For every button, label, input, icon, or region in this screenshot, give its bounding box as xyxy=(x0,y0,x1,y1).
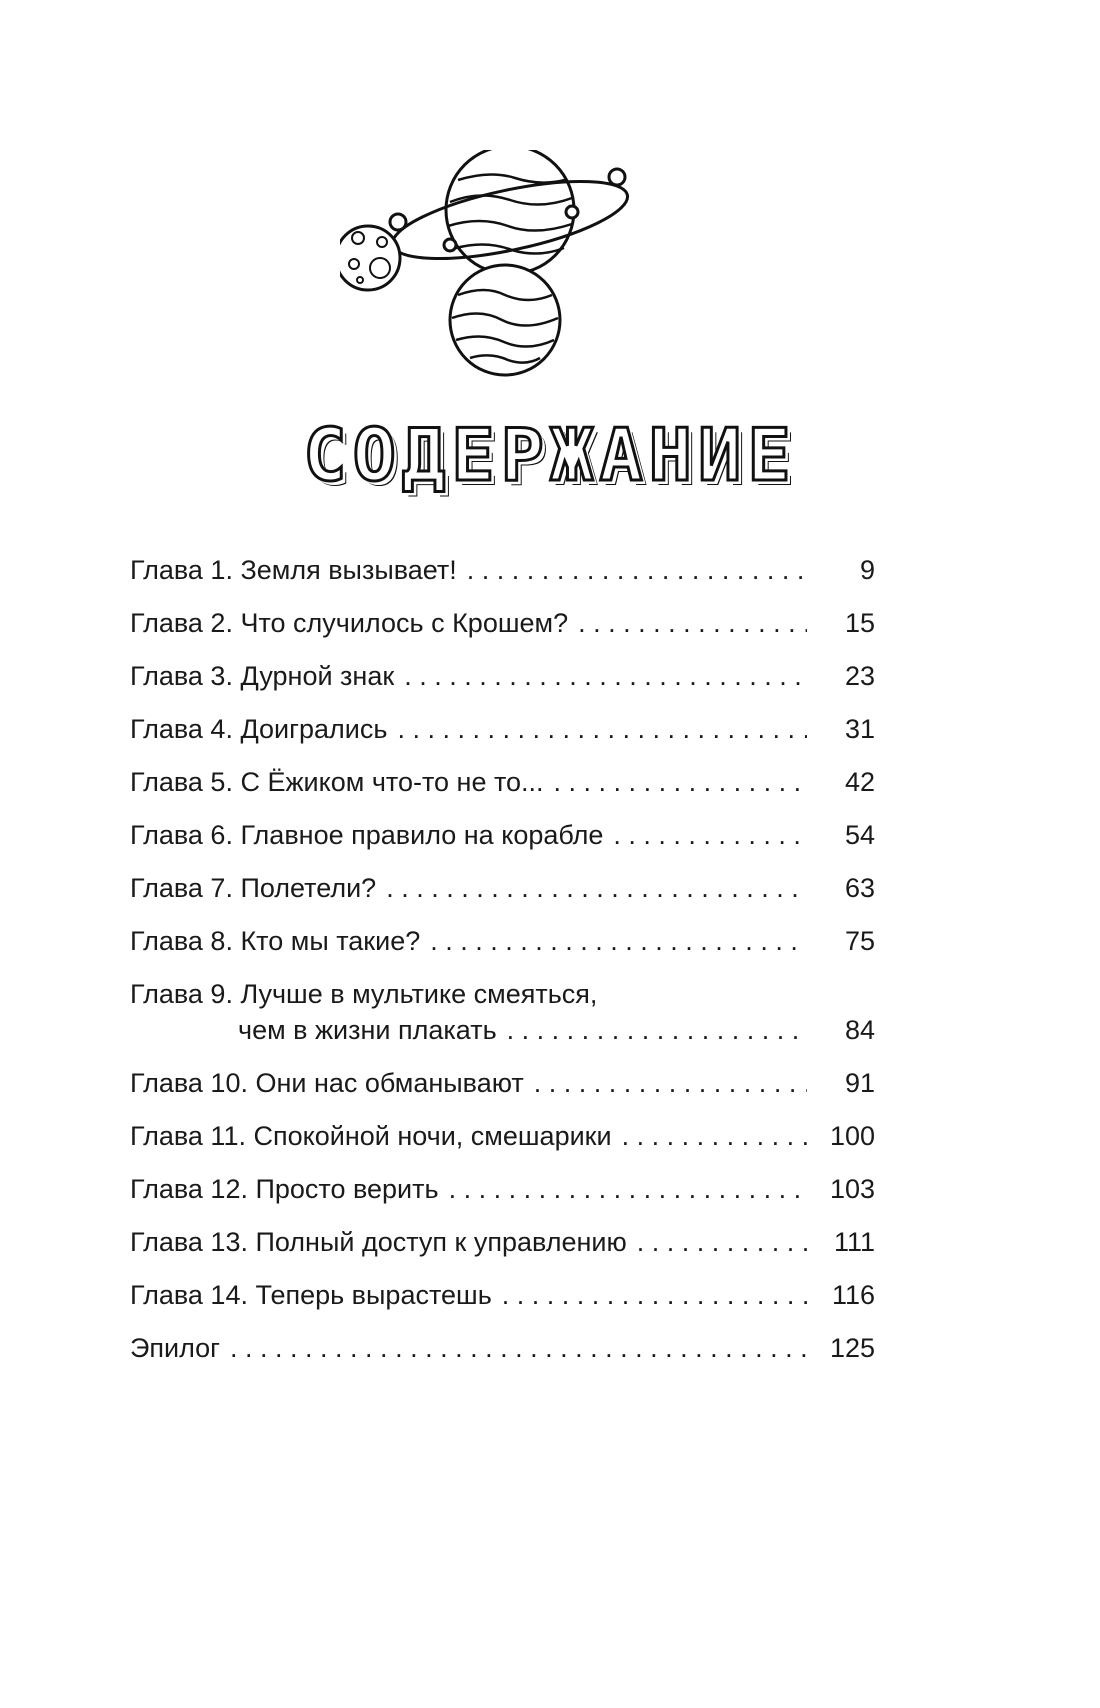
leader-dots xyxy=(637,1224,807,1260)
toc-entry xyxy=(130,1330,875,1383)
leader-dots xyxy=(467,552,807,588)
toc-title: Глава 6. Главное правило на корабле xyxy=(130,820,604,850)
toc-page: 42 xyxy=(844,767,875,797)
toc-entry xyxy=(130,1065,875,1118)
page-title: СОДЕРЖАНИЕ xyxy=(303,413,797,497)
leader-dots xyxy=(397,711,807,747)
toc-entry xyxy=(130,605,875,658)
toc-entry xyxy=(130,764,875,817)
leader-dots xyxy=(534,1065,807,1101)
table-of-contents xyxy=(130,552,875,1383)
toc-page: 31 xyxy=(844,714,875,744)
leader-dots xyxy=(230,1330,807,1366)
toc-title: Глава 7. Полетели? xyxy=(130,873,377,903)
ringed-planet xyxy=(446,150,574,274)
toc-page: 84 xyxy=(844,1015,875,1045)
toc-entry xyxy=(130,552,875,605)
toc-title-line2: чем в жизни плакать xyxy=(238,1015,497,1045)
planets-illustration xyxy=(340,150,660,380)
toc-page: 111 xyxy=(833,1227,875,1257)
toc-entry xyxy=(130,817,875,870)
toc-page: 23 xyxy=(844,661,875,691)
toc-title: Глава 3. Дурной знак xyxy=(130,661,395,691)
toc-page: 15 xyxy=(844,608,875,638)
leader-dots xyxy=(554,764,807,800)
toc-page: 116 xyxy=(831,1280,875,1310)
toc-title: Глава 2. Что случилось с Крошем? xyxy=(130,608,569,638)
toc-title: Глава 13. Полный доступ к управлению xyxy=(130,1227,627,1257)
toc-page: 103 xyxy=(829,1174,875,1204)
toc-entry xyxy=(130,1277,875,1330)
toc-page: 54 xyxy=(844,820,875,850)
toc-entry xyxy=(130,923,875,976)
leader-dots xyxy=(613,817,807,853)
toc-title: Глава 9. Лучше в мультике смеяться, xyxy=(130,979,598,1009)
toc-entry xyxy=(130,1224,875,1277)
toc-page: 63 xyxy=(844,873,875,903)
leader-dots xyxy=(386,870,807,906)
toc-entry xyxy=(130,1171,875,1224)
toc-entry xyxy=(130,976,875,1065)
toc-title: Эпилог xyxy=(130,1333,221,1363)
toc-entry xyxy=(130,658,875,711)
heading-container xyxy=(0,400,1100,510)
moon xyxy=(340,226,400,290)
toc-title: Глава 12. Просто верить xyxy=(130,1174,439,1204)
toc-page: 125 xyxy=(829,1333,875,1363)
toc-entry xyxy=(130,711,875,764)
toc-title: Глава 14. Теперь вырастешь xyxy=(130,1280,492,1310)
leader-dots xyxy=(507,1012,807,1048)
toc-page: 100 xyxy=(829,1121,875,1151)
leader-dots xyxy=(502,1277,807,1313)
toc-page: 91 xyxy=(844,1068,875,1098)
toc-title: Глава 1. Земля вызывает! xyxy=(130,555,457,585)
leader-dots xyxy=(430,923,807,959)
toc-title: Глава 5. С Ёжиком что-то не то... xyxy=(130,767,544,797)
toc-page: 9 xyxy=(859,555,875,585)
toc-title: Глава 4. Доигрались xyxy=(130,714,388,744)
toc-title: Глава 8. Кто мы такие? xyxy=(130,926,421,956)
toc-entry xyxy=(130,870,875,923)
toc-entry xyxy=(130,1118,875,1171)
toc-title-continuation-row xyxy=(130,1012,875,1048)
toc-page: 75 xyxy=(844,926,875,956)
leader-dots xyxy=(449,1171,807,1207)
toc-title: Глава 11. Спокойной ночи, смешарики xyxy=(130,1121,612,1151)
leader-dots xyxy=(622,1118,807,1154)
leader-dots xyxy=(578,605,807,641)
toc-title: Глава 10. Они нас обманывают xyxy=(130,1068,524,1098)
leader-dots xyxy=(404,658,807,694)
